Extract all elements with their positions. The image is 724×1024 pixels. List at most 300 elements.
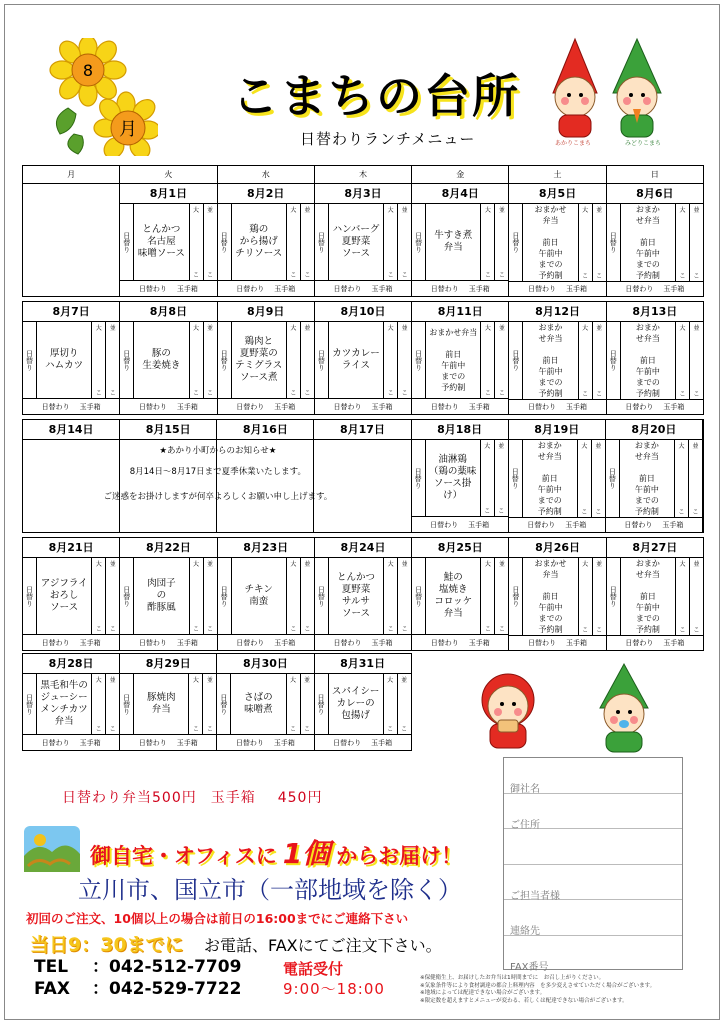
notice-line: ご迷惑をお掛けしますが何卒よろしくお願い申し上げます。	[103, 492, 333, 502]
day-footer	[315, 280, 411, 296]
size-regular: 並 こ	[203, 674, 216, 734]
day-footer	[412, 516, 508, 532]
day-footer	[218, 280, 314, 296]
day-date: 8月7日	[23, 302, 119, 322]
calendar-day	[607, 302, 703, 414]
day-footer	[606, 517, 702, 532]
menu-item: 豚の 生姜焼き	[142, 348, 181, 371]
menu-item: 黒毛和牛の ジューシー メンチカツ 弁当	[40, 680, 88, 727]
footer-tamatebako: 玉手箱	[371, 638, 393, 647]
size-large: 大 こ	[287, 674, 301, 734]
calendar-day	[315, 654, 411, 750]
size-large: 大 こ	[384, 674, 398, 734]
order-method: お電話、FAXにてご注文下さい。	[204, 936, 442, 955]
daily-label: 日替り	[218, 204, 232, 280]
size-regular: 並 こ	[301, 204, 314, 280]
footer-daily: 日替わり	[138, 638, 167, 647]
price-tamatebako-label: 玉手箱	[210, 790, 256, 806]
menu-item: 厚切り ハムカツ	[45, 348, 84, 371]
size-regular: 並 こ	[204, 322, 217, 398]
daily-label: 日替り	[120, 204, 134, 280]
footer-daily: 日替わり	[430, 402, 459, 411]
day-body	[412, 558, 508, 634]
size-columns	[383, 674, 411, 734]
footer-daily: 日替わり	[236, 402, 265, 411]
size-regular: 並 こ	[106, 558, 119, 634]
day-body	[218, 322, 314, 398]
footer-tamatebako: 玉手箱	[566, 403, 588, 411]
footer-tamatebako: 玉手箱	[468, 284, 490, 293]
calendar-day	[218, 184, 315, 296]
day-footer	[217, 734, 313, 750]
size-columns	[383, 558, 411, 634]
footer-daily: 日替わり	[333, 284, 362, 293]
day-body	[23, 558, 119, 634]
day-body	[218, 204, 314, 280]
size-columns	[383, 322, 411, 398]
size-columns	[189, 204, 217, 280]
delivery-pre: 御自宅・オフィスに	[90, 844, 277, 868]
calendar-day	[606, 420, 703, 532]
day-date: 8月23日	[218, 538, 314, 558]
menu-item: チキン 南蛮	[244, 584, 273, 607]
day-body	[217, 674, 313, 734]
size-columns	[91, 322, 119, 398]
size-columns	[91, 558, 119, 634]
day-body	[607, 322, 703, 399]
size-large: 大 こ	[676, 322, 690, 399]
footer-tamatebako: 玉手箱	[566, 639, 588, 647]
size-large: 大 こ	[676, 558, 690, 635]
day-footer	[218, 634, 314, 650]
size-columns	[286, 322, 314, 398]
delivery-field-icon	[24, 826, 80, 872]
size-columns	[188, 674, 216, 734]
footer-daily: 日替わり	[333, 402, 362, 411]
menu-item: おまかせ弁当 前日 午前中 までの 予約制	[429, 328, 478, 392]
calendar-day	[509, 538, 606, 650]
order-form	[503, 757, 683, 973]
footer-tamatebako: 玉手箱	[565, 521, 587, 529]
day-date: 8月25日	[412, 538, 508, 558]
daily-label: 日替り	[217, 674, 231, 734]
menu-item: おまかせ 弁当 前日 午前中 までの 予約制	[534, 205, 567, 280]
size-large: 大 こ	[190, 322, 204, 398]
day-date: 8月12日	[509, 302, 605, 322]
size-large: 大 こ	[287, 322, 301, 398]
footer-daily: 日替わり	[138, 738, 167, 747]
footer-tamatebako: 玉手箱	[79, 402, 101, 411]
size-large: 大 こ	[579, 322, 593, 399]
footer-daily: 日替わり	[41, 738, 70, 747]
footer-tamatebako: 玉手箱	[274, 284, 296, 293]
day-body	[412, 204, 508, 280]
day-date: 8月13日	[607, 302, 703, 322]
fax-label: FAX	[34, 979, 70, 999]
day-body	[23, 674, 119, 734]
daily-label: 日替り	[412, 440, 426, 516]
footer-tamatebako: 玉手箱	[176, 638, 198, 647]
form-fax[interactable]: FAX番号	[510, 961, 549, 973]
day-body	[412, 322, 508, 398]
day-body	[607, 558, 703, 635]
weekday-header	[22, 165, 704, 183]
day-body	[315, 558, 411, 634]
menu-item: おまか せ弁当 前日 午前中 までの 予約制	[634, 441, 659, 516]
day-footer	[315, 398, 411, 414]
size-regular: 並 こ	[593, 322, 606, 399]
footer-daily: 日替わり	[625, 285, 654, 293]
day-date: 8月22日	[120, 538, 216, 558]
size-columns	[286, 204, 314, 280]
size-regular: 並 こ	[398, 204, 411, 280]
calendar-day	[509, 302, 606, 414]
day-footer	[23, 634, 119, 650]
footer-tamatebako: 玉手箱	[176, 284, 198, 293]
size-large: 大 こ	[287, 204, 301, 280]
footer-daily: 日替わり	[624, 521, 653, 529]
form-contact-person[interactable]: ご担当者様	[504, 865, 682, 901]
size-columns	[480, 440, 508, 516]
daily-label: 日替り	[606, 440, 620, 517]
day-footer	[412, 280, 508, 296]
footer-tamatebako: 玉手箱	[274, 402, 296, 411]
day-footer	[120, 734, 216, 750]
size-columns	[189, 558, 217, 634]
size-large: 大 こ	[675, 440, 689, 517]
day-body	[315, 204, 411, 280]
day-date: 8月26日	[509, 538, 605, 558]
day-footer	[120, 280, 216, 296]
size-large: 大 こ	[190, 558, 204, 634]
lunch-calendar	[22, 165, 704, 747]
footer-tamatebako: 玉手箱	[566, 285, 588, 293]
day-date: 8月27日	[607, 538, 703, 558]
svg-text:月: 月	[119, 119, 137, 140]
page-title: こまちの台所	[232, 69, 520, 123]
calendar-day	[23, 302, 120, 414]
svg-text:8: 8	[82, 61, 94, 80]
form-address-cont[interactable]	[504, 829, 682, 865]
size-columns	[577, 440, 605, 517]
day-date: 8月16日	[217, 420, 313, 440]
day-body	[607, 204, 703, 281]
size-regular: 並 こ	[689, 440, 702, 517]
daily-label: 日替り	[509, 322, 523, 399]
day-date: 8月31日	[315, 654, 411, 674]
notice-line: ★あかり小町からのお知らせ★	[159, 446, 277, 456]
size-regular: 並 こ	[495, 440, 508, 516]
footer-tamatebako: 玉手箱	[274, 638, 296, 647]
daily-label: 日替り	[412, 204, 426, 280]
day-footer	[120, 634, 216, 650]
footer-tamatebako: 玉手箱	[79, 638, 101, 647]
calendar-day	[509, 184, 606, 296]
menu-item: おまか せ弁当 前日 午前中 までの 予約制	[635, 559, 660, 634]
size-columns	[480, 322, 508, 398]
size-large: 大 こ	[481, 204, 495, 280]
contact-block	[34, 956, 241, 1000]
day-body	[315, 674, 411, 734]
footer-tamatebako: 玉手箱	[663, 403, 685, 411]
daily-label: 日替り	[23, 558, 37, 634]
footer-daily: 日替わり	[528, 639, 557, 647]
footer-daily: 日替わり	[236, 284, 265, 293]
size-large: 大 こ	[481, 558, 495, 634]
weekday-sun: 日	[650, 170, 659, 179]
weekday-thu: 木	[315, 166, 412, 183]
size-regular: 並 こ	[593, 204, 606, 281]
day-body	[606, 440, 702, 517]
day-footer	[509, 399, 605, 414]
menu-item: とんかつ 名古屋 味噌ソース	[137, 224, 185, 259]
daily-label: 日替り	[509, 204, 523, 281]
daily-label: 日替り	[607, 322, 621, 399]
day-date: 8月17日	[314, 420, 410, 440]
day-footer	[412, 398, 508, 414]
footer-tamatebako: 玉手箱	[176, 402, 198, 411]
menu-item: カツカレー ライス	[332, 348, 380, 371]
menu-item: おまか せ弁当 前日 午前中 までの 予約制	[537, 441, 562, 516]
size-large: 大 こ	[481, 322, 495, 398]
day-body	[509, 204, 605, 281]
calendar-day	[315, 302, 412, 414]
size-regular: 並 こ	[106, 674, 119, 734]
daily-label: 日替り	[120, 674, 134, 734]
mascot-green-name: みどりこまち	[625, 140, 662, 147]
footer-tamatebako: 玉手箱	[176, 738, 198, 747]
calendar-week	[22, 653, 412, 751]
footer-daily: 日替わり	[138, 284, 167, 293]
menu-item: おまか せ弁当 前日 午前中 までの 予約制	[538, 323, 563, 398]
calendar-day	[412, 420, 509, 532]
daily-label: 日替り	[218, 558, 232, 634]
size-regular: 並 こ	[398, 674, 411, 734]
day-footer	[315, 734, 411, 750]
menu-item: 鮭の 塩焼き コロッケ 弁当	[434, 572, 473, 619]
fine-print: ※保健衛生上、お届けしたお弁当は1時間までに お召し上がりください。 ※気象条件等により食材調達の都合上料理内容 を多少変えさせていただく場合がございます。 ※地域によっては配達できない場合がございます。 ※限定数を超えますとメニューが変わる、若しくは配達できない場合がございます。	[420, 975, 656, 1004]
size-columns	[675, 322, 703, 399]
calendar-day	[607, 184, 703, 296]
tel-number[interactable]: ：042-512-7709	[92, 957, 242, 977]
daily-label: 日替り	[315, 204, 329, 280]
menu-item: 豚焼肉 弁当	[147, 692, 176, 715]
size-large: 大 こ	[481, 440, 495, 516]
notice-line: 8月14日～8月17日まで夏季休業いたします。	[129, 467, 306, 477]
daily-label: 日替り	[607, 558, 621, 635]
day-footer	[509, 517, 605, 532]
menu-item: スパイシー カレーの 包揚げ	[331, 686, 380, 721]
mascot-bottom-illustration	[460, 660, 665, 755]
size-columns	[675, 558, 703, 635]
size-regular: 並 こ	[204, 558, 217, 634]
form-phone[interactable]: 連絡先	[504, 900, 682, 936]
menu-item: 牛すき煮 弁当	[434, 230, 473, 253]
size-columns	[480, 558, 508, 634]
day-date: 8月20日	[606, 420, 702, 440]
size-regular: 並 こ	[106, 322, 119, 398]
footer-daily: 日替わり	[528, 285, 557, 293]
menu-item: おまか せ弁当 前日 午前中 までの 予約制	[635, 205, 660, 280]
fax-number[interactable]: ：042-529-7722	[92, 979, 242, 999]
daily-label: 日替り	[120, 558, 134, 634]
day-footer	[120, 398, 216, 414]
sunflower-icon	[48, 38, 158, 156]
footer-daily: 日替わり	[430, 520, 459, 529]
calendar-day	[218, 302, 315, 414]
size-regular: 並 こ	[398, 558, 411, 634]
holiday-notice	[23, 442, 413, 507]
size-large: 大 こ	[578, 440, 592, 517]
day-body	[509, 322, 605, 399]
footer-daily: 日替わり	[625, 403, 654, 411]
daily-label: 日替り	[412, 322, 426, 398]
calendar-day	[218, 538, 315, 650]
day-date: 8月3日	[315, 184, 411, 204]
footer-daily: 日替わり	[527, 521, 556, 529]
day-date: 8月18日	[412, 420, 508, 440]
size-large: 大 こ	[384, 322, 398, 398]
mascot-red-name: あかりこまち	[555, 140, 592, 147]
footer-tamatebako: 玉手箱	[273, 738, 295, 747]
daily-label: 日替り	[315, 558, 329, 634]
day-footer	[23, 734, 119, 750]
day-date: 8月6日	[607, 184, 703, 204]
menu-item: アジフライ おろし ソース	[40, 578, 88, 613]
calendar-week	[22, 419, 704, 533]
footer-tamatebako: 玉手箱	[663, 285, 685, 293]
daily-label: 日替り	[23, 322, 37, 398]
size-regular: 並 こ	[301, 558, 314, 634]
weekday-tue: 火	[120, 166, 217, 183]
menu-item: 油淋鶏 （鶏の薬味 ソース掛 け）	[428, 454, 477, 501]
day-date: 8月14日	[23, 420, 119, 440]
weekday-fri: 金	[412, 166, 509, 183]
size-large: 大 こ	[190, 204, 204, 280]
size-large: 大 こ	[579, 558, 593, 635]
day-date: 8月9日	[218, 302, 314, 322]
form-company[interactable]: 御社名	[504, 758, 682, 794]
menu-item: おまか せ弁当 前日 午前中 までの 予約制	[635, 323, 660, 398]
footer-daily: 日替わり	[528, 403, 557, 411]
calendar-day	[412, 302, 509, 414]
day-body	[218, 558, 314, 634]
footer-daily: 日替わり	[236, 638, 265, 647]
calendar-day	[412, 538, 509, 650]
size-large: 大 こ	[287, 558, 301, 634]
day-date: 8月5日	[509, 184, 605, 204]
size-regular: 並 こ	[398, 322, 411, 398]
day-date: 8月8日	[120, 302, 216, 322]
size-columns	[189, 322, 217, 398]
size-regular: 並 こ	[593, 558, 606, 635]
size-columns	[578, 558, 606, 635]
day-date: 8月21日	[23, 538, 119, 558]
weekday-sat: 土	[509, 166, 606, 183]
daily-label: 日替り	[218, 322, 232, 398]
day-footer	[509, 635, 605, 650]
size-large: 大 こ	[384, 558, 398, 634]
menu-item: さばの 味噌煮	[244, 692, 273, 715]
tel-label: TEL	[34, 957, 69, 977]
day-body	[509, 440, 605, 517]
day-date: 8月1日	[120, 184, 216, 204]
footer-tamatebako: 玉手箱	[371, 402, 393, 411]
delivery-area: 立川市、国立市（一部地域を除く）	[78, 876, 462, 904]
day-date: 8月2日	[218, 184, 314, 204]
phone-hours-label: 電話受付	[283, 960, 344, 978]
calendar-day	[120, 184, 217, 296]
size-regular: 並 こ	[301, 322, 314, 398]
day-body	[412, 440, 508, 516]
day-date: 8月28日	[23, 654, 119, 674]
footer-tamatebako: 玉手箱	[79, 738, 101, 747]
size-columns	[383, 204, 411, 280]
phone-hours	[283, 959, 385, 999]
weekday-wed: 水	[218, 166, 315, 183]
footer-tamatebako: 玉手箱	[663, 639, 685, 647]
footer-daily: 日替わり	[430, 284, 459, 293]
day-footer	[607, 399, 703, 414]
size-columns	[578, 204, 606, 281]
menu-item: おまかせ 弁当 前日 午前中 までの 予約制	[534, 559, 567, 634]
size-regular: 並 こ	[204, 204, 217, 280]
menu-item: 鶏肉と 夏野菜の テミグラス ソース煮	[235, 336, 283, 383]
day-date: 8月29日	[120, 654, 216, 674]
footer-tamatebako: 玉手箱	[662, 521, 684, 529]
daily-label: 日替り	[315, 322, 329, 398]
delivery-banner	[90, 832, 462, 872]
day-date: 8月15日	[120, 420, 216, 440]
footer-daily: 日替わり	[235, 738, 264, 747]
day-date: 8月19日	[509, 420, 605, 440]
price-line	[62, 787, 322, 807]
calendar-day	[23, 654, 120, 750]
day-date: 8月10日	[315, 302, 411, 322]
footer-tamatebako: 玉手箱	[371, 738, 393, 747]
footer-tamatebako: 玉手箱	[468, 638, 490, 647]
footer-daily: 日替わり	[41, 638, 70, 647]
size-regular: 並 こ	[495, 204, 508, 280]
form-address[interactable]: ご住所	[504, 794, 682, 830]
size-large: 大 こ	[676, 204, 690, 281]
size-columns	[91, 674, 119, 734]
daily-label: 日替り	[412, 558, 426, 634]
delivery-post: からお届け！	[336, 844, 463, 868]
calendar-day	[315, 184, 412, 296]
menu-item: ハンバーグ 夏野菜 ソース	[332, 224, 380, 259]
calendar-day	[315, 538, 412, 650]
size-large: 大 こ	[579, 204, 593, 281]
size-large: 大 こ	[384, 204, 398, 280]
footer-daily: 日替わり	[333, 738, 362, 747]
calendar-week	[22, 183, 704, 297]
page-subtitle: 日替わりランチメニュー	[300, 130, 476, 148]
footer-daily: 日替わり	[138, 402, 167, 411]
price-daily: 日替わり弁当500円	[62, 790, 197, 806]
price-tamatebako: 450円	[277, 790, 323, 806]
footer-tamatebako: 玉手箱	[468, 520, 490, 529]
calendar-day	[23, 538, 120, 650]
calendar-day	[120, 654, 217, 750]
calendar-day	[607, 538, 703, 650]
calendar-day	[120, 302, 217, 414]
calendar-week	[22, 537, 704, 651]
size-columns	[286, 674, 314, 734]
first-order-note: 初回のご注文、10個以上の場合は前日の16:00までにご連絡下さい	[26, 911, 409, 926]
menu-item: 鶏の から揚げ チリソース	[235, 224, 283, 259]
size-large: 大 こ	[92, 674, 106, 734]
